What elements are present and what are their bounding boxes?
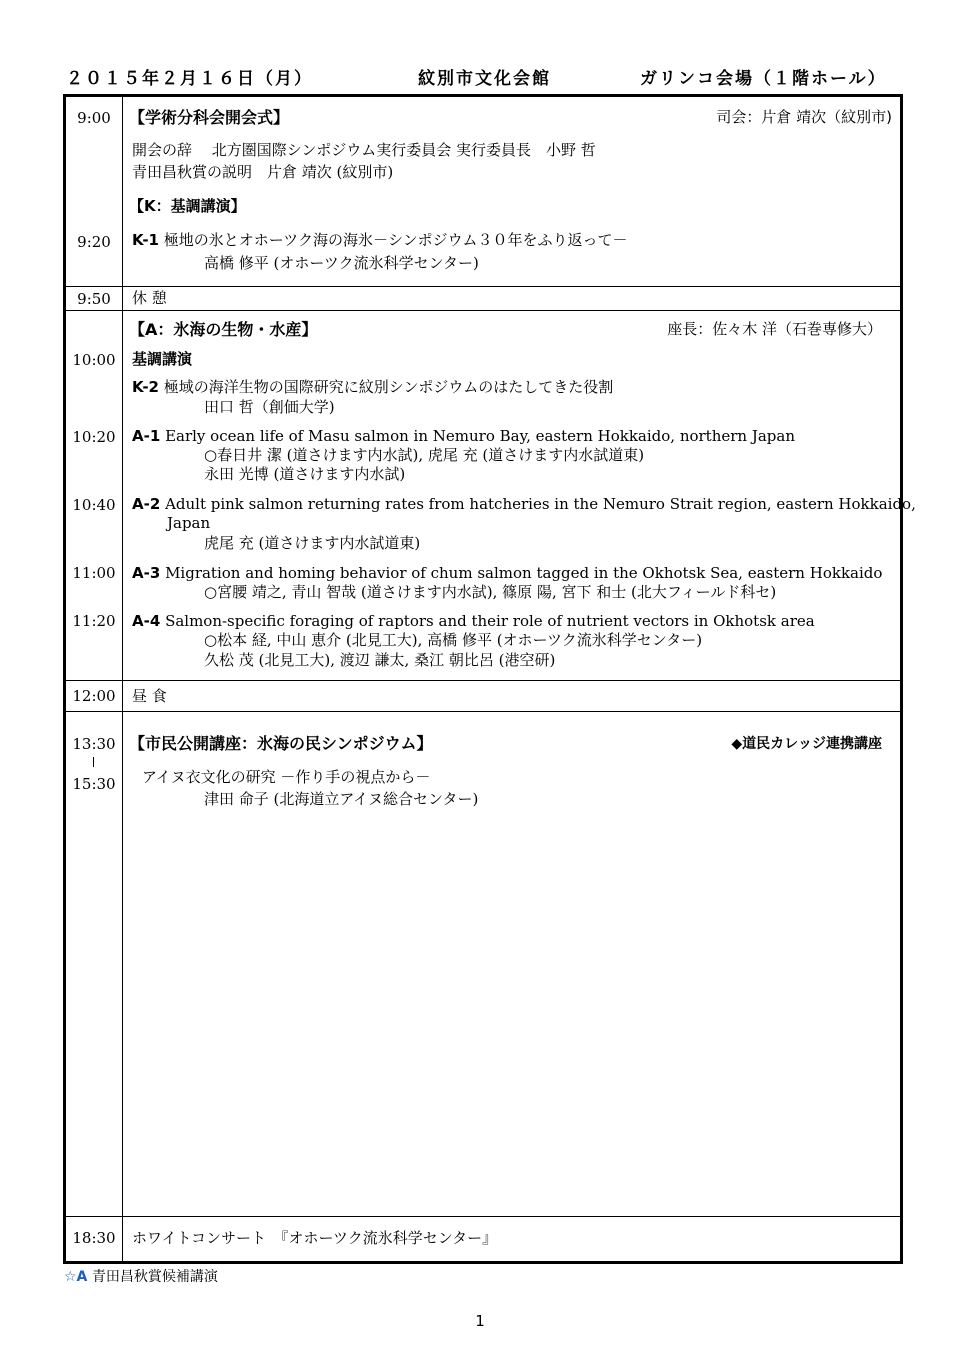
talk-code: A-3 [132,564,161,582]
talk-a4-authors-1: ○松本 経, 中山 恵介 (北見工大), 高橋 修平 (オホーツク流氷科学センター) [204,631,703,649]
talk-code: A-1 [132,427,161,445]
footnote [64,1266,218,1286]
row-divider [66,310,900,311]
time-10-20: 10:20 [72,428,116,446]
time-9-50: 9:50 [77,290,111,308]
talk-a4 [132,612,815,631]
talk-code: A-2 [132,495,161,513]
time-15-30: 15:30 [72,775,116,793]
time-12-00: 12:00 [72,687,116,705]
public-lecture-authors: 津田 命子 (北海道立アイヌ総合センター) [204,790,479,808]
talk-a1-authors-2: 永田 光博 (道さけます内水試) [204,465,406,483]
session-a-chair: 座長：佐々木 洋（石巻専修大） [667,320,882,338]
talk-a1 [132,427,795,446]
public-lecture-title: アイヌ衣文化の研究 －作り手の視点から－ [142,768,431,786]
talk-code: A-4 [132,612,161,630]
time-9-20: 9:20 [77,233,111,251]
row-divider [66,711,900,712]
talk-code: K-2 [132,378,159,396]
talk-a2-title-cont: Japan [167,514,211,532]
session-a-heading: 【A：氷海の生物・水産】 [129,320,318,339]
talk-a3 [132,564,882,583]
header-room: ガリンコ会場（１階ホール） [640,69,887,89]
public-lecture-tag: ◆道民カレッジ連携講座 [731,736,882,752]
time-13-30: 13:30 [72,735,116,753]
talk-a2-authors: 虎尾 充 (道さけます内水試道東) [204,534,421,552]
time-11-00: 11:00 [72,564,116,582]
time-column-divider [122,97,123,1261]
talk-k2-authors: 田口 哲（創価大学) [204,398,335,416]
opening-heading: 【学術分科会開会式】 [129,108,290,127]
talk-title: 極地の氷とオホーツク海の海氷－シンポジウム３０年をふり返って－ [163,231,628,249]
footnote-text: 青田昌秋賞候補講演 [91,1269,218,1285]
row-divider [66,286,900,287]
header-venue: 紋別市文化会館 [418,69,551,89]
lunch-label: 昼 食 [132,687,167,705]
time-18-30: 18:30 [72,1229,116,1247]
concert-label: ホワイトコンサート 『オホーツク流氷科学センター』 [132,1229,498,1247]
talk-code: K-1 [132,231,159,249]
opening-chair: 司会：片倉 靖次（紋別市) [716,108,892,126]
time-range-dash [93,757,94,767]
talk-title: Early ocean life of Masu salmon in Nemuro Bay, eastern Hokkaido, northern Japan [165,427,796,445]
talk-k2 [132,378,613,397]
talk-a3-authors: ○宮腰 靖之, 青山 智哉 (道さけます内水試), 篠原 陽, 宮下 和士 (北大フィールド科セ) [204,583,777,601]
row-divider [66,680,900,681]
keynote-heading: 【K：基調講演】 [129,197,246,215]
program-table [63,94,916,1264]
break-label: 休 憩 [132,289,167,307]
opening-line-1: 開会の辞 北方圏国際シンポジウム実行委員会 実行委員長 小野 哲 [132,141,596,159]
talk-a2 [132,495,916,514]
page-number: 1 [475,1312,485,1330]
talk-a1-authors-1: ○春日井 潔 (道さけます内水試), 虎尾 充 (道さけます内水試道東) [204,446,645,464]
talk-title: Migration and homing behavior of chum salmon tagged in the Okhotsk Sea, eastern Hokkaido [165,564,883,582]
talk-k1 [132,231,628,250]
talk-title: 極域の海洋生物の国際研究に紋別シンポジウムのはたしてきた役割 [163,378,614,396]
session-a-keynote-label: 基調講演 [132,350,193,368]
award-candidate-mark: ☆A [64,1269,88,1285]
talk-title: Salmon-specific foraging of raptors and their role of nutrient vectors in Okhotsk area [165,612,815,630]
talk-title: Adult pink salmon returning rates from hatcheries in the Nemuro Strait region, eastern Hokkaido, [165,495,916,513]
row-divider [66,1216,900,1217]
talk-a4-authors-2: 久松 茂 (北見工大), 渡辺 謙太, 桑江 朝比呂 (港空研) [204,651,556,669]
opening-line-2: 青田昌秋賞の説明 片倉 靖次 (紋別市) [132,163,394,181]
talk-k1-authors: 高橋 修平 (オホーツク流氷科学センター) [204,254,479,272]
time-11-20: 11:20 [72,612,116,630]
public-lecture-heading: 【市民公開講座：氷海の民シンポジウム】 [129,734,433,753]
time-9-00: 9:00 [77,109,111,127]
time-10-00: 10:00 [72,351,116,369]
header-date: ２０１５年２月１６日（月） [66,69,313,89]
time-10-40: 10:40 [72,496,116,514]
